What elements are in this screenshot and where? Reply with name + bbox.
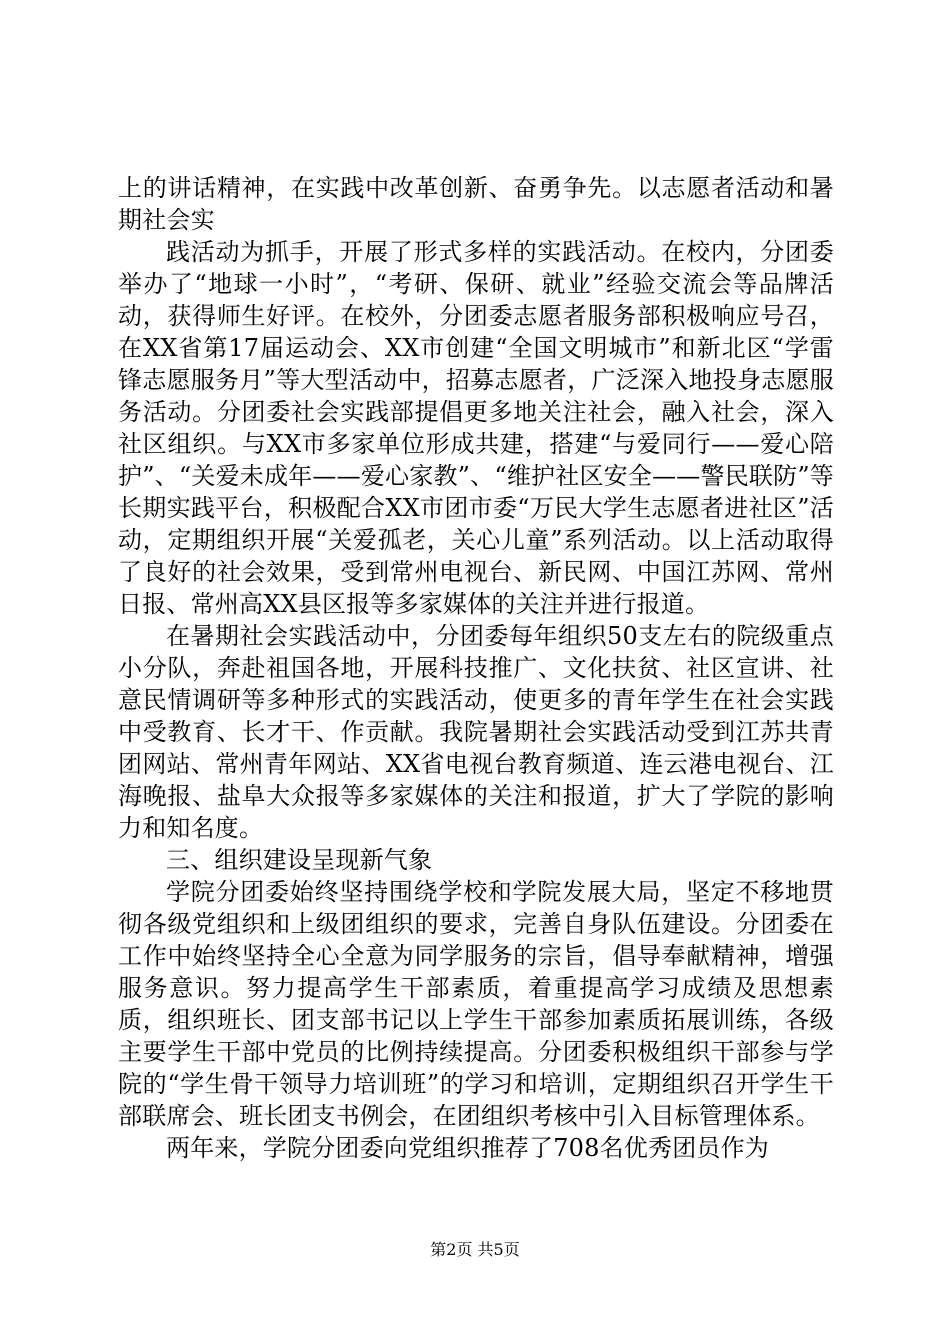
paragraph-3: 在暑期社会实践活动中，分团委每年组织50支左右的院级重点小分队，奔赴祖国各地，开展科技推广、文化扶贫、社区宣讲、社意民情调研等多种形式的实践活动，使更多的青年学生在社会实践中受教育、长才干、作贡献。我院暑期社会实践活动受到江苏共青团网站、常州青年网站、XX省电视台教育频道、连云港电视台、江海晚报、盐阜大众报等多家媒体的关注和报道，扩大了学院的影响力和知名度。 bbox=[118, 622, 834, 842]
paragraph-4: 学院分团委始终坚持围绕学校和学院发展大局，坚定不移地贯彻各级党组织和上级团组织的要求，完善自身队伍建设。分团委在工作中始终坚持全心全意为同学服务的宗旨，倡导奉献精神，增强服务意识。努力提高学生干部素质，着重提高学习成绩及思想素质，组织班长、团支部书记以上学生干部参加素质拓展训练，各级主要学生干部中党员的比例持续提高。分团委积极组织干部参与学院的“学生骨干领导力培训班”的学习和培训，定期组织召开学生干部联席会、班长团支书例会，在团组织考核中引入目标管理体系。 bbox=[118, 878, 834, 1130]
section-heading: 三、组织建设呈现新气象 bbox=[166, 846, 433, 874]
document-body bbox=[118, 172, 834, 1164]
paragraph-2: 践活动为抓手，开展了形式多样的实践活动。在校内，分团委举办了“地球一小时”，“考研、保研、就业”经验交流会等品牌活动，获得师生好评。在校外，分团委志愿者服务部积极响应号召，在XX省第17届运动会、XX市创建“全国文明城市”和新北区“学雷锋志愿服务月”等大型活动中，招募志愿者，广泛深入地投身志愿服务活动。分团委社会实践部提倡更多地关注社会，融入社会，深入社区组织。与XX市多家单位形成共建，搭建“与爱同行——爱心陪护”、“关爱未成年——爱心家教”、“维护社区安全——警民联防”等长期实践平台，积极配合XX市团市委“万民大学生志愿者进社区”活动，定期组织开展“关爱孤老，关心儿童”系列活动。以上活动取得了良好的社会效果，受到常州电视台、新民网、中国江苏网、常州日报、常州高XX县区报等多家媒体的关注并进行报道。 bbox=[118, 238, 834, 618]
paragraph-1: 上的讲话精神，在实践中改革创新、奋勇争先。以志愿者活动和暑期社会实 bbox=[118, 174, 834, 234]
paragraph-5: 两年来，学院分团委向党组织推荐了708名优秀团员作为 bbox=[166, 1134, 770, 1162]
page-number-footer: 第2页 共5页 bbox=[430, 1240, 520, 1259]
